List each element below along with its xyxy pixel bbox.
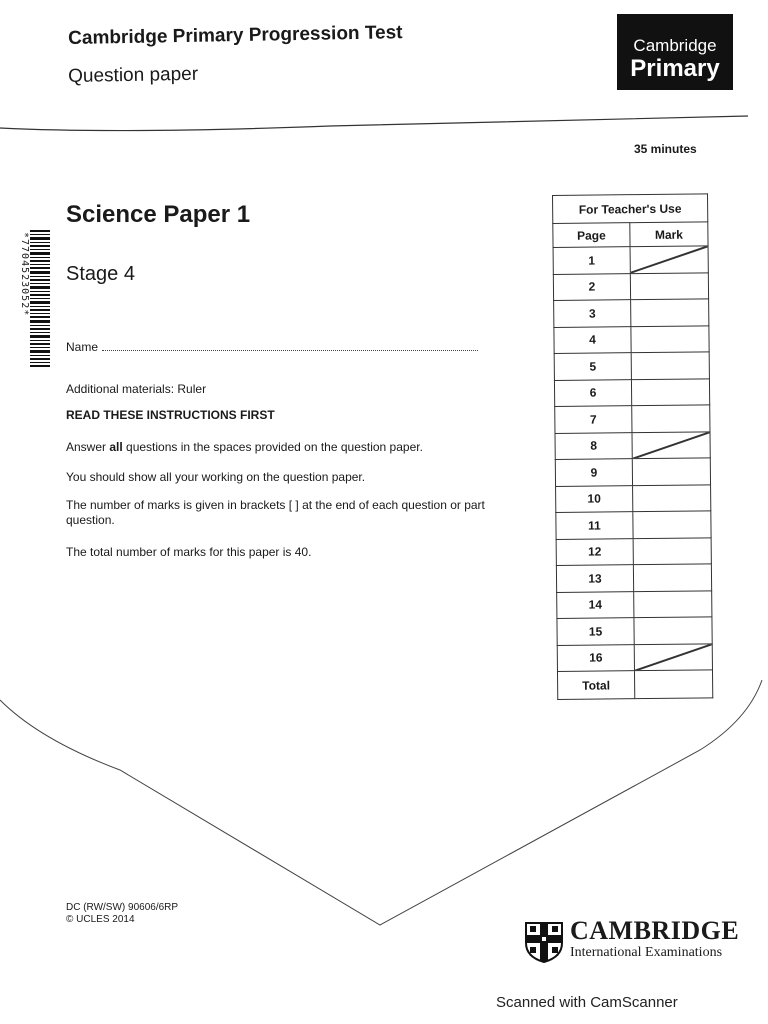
teacher-table-row xyxy=(557,590,712,618)
mark-cell[interactable] xyxy=(631,325,709,352)
duration-label: 35 minutes xyxy=(634,142,697,156)
total-mark-cell[interactable] xyxy=(634,670,712,699)
instruction-show-working: You should show all your working on the question paper. xyxy=(66,470,366,484)
stage-label: Stage 4 xyxy=(66,263,135,285)
instruction-answer-all xyxy=(66,440,496,455)
mark-cell[interactable] xyxy=(633,511,711,538)
mark-cell[interactable] xyxy=(634,617,712,644)
mark-cell-diagonal xyxy=(631,246,708,272)
additional-materials: Additional materials: Ruler xyxy=(66,382,207,396)
page-number-cell: 16 xyxy=(557,644,634,671)
crest-shield xyxy=(524,921,564,963)
cambridge-crest-icon xyxy=(524,921,564,963)
instruction-1-start: Answer xyxy=(66,440,110,454)
instructions-heading: READ THESE INSTRUCTIONS FIRST xyxy=(66,408,275,422)
page-number-cell: 1 xyxy=(553,247,630,274)
cambridge-subtitle: International Examinations xyxy=(570,945,723,960)
page-number-cell: 12 xyxy=(556,538,633,565)
instruction-marks-brackets: The number of marks is given in brackets [ ] at the end of each question or part question. xyxy=(66,498,485,527)
test-series-title: Cambridge Primary Progression Test xyxy=(68,22,403,49)
barcode-digits: *7704523052* xyxy=(19,232,30,317)
mark-cell[interactable] xyxy=(634,590,712,617)
teacher-table-row xyxy=(556,564,711,592)
teacher-table-row xyxy=(556,537,711,565)
mark-cell-diagonal xyxy=(635,644,712,670)
instruction-1-end: questions in the spaces provided on the question paper. xyxy=(122,440,423,454)
teacher-table-row xyxy=(555,405,710,433)
page-number-cell: 4 xyxy=(554,326,631,353)
mark-cell[interactable] xyxy=(631,378,709,405)
mark-cell[interactable] xyxy=(632,405,710,432)
mark-cell[interactable] xyxy=(631,352,709,379)
instruction-1-emphasis: all xyxy=(109,440,123,454)
name-field[interactable] xyxy=(66,340,478,354)
page-number-cell: 11 xyxy=(556,512,633,539)
teacher-table-row xyxy=(556,484,711,512)
mark-cell[interactable] xyxy=(633,537,711,564)
copyright-line: © UCLES 2014 xyxy=(66,914,135,925)
mark-cell[interactable] xyxy=(632,431,710,458)
mark-column-header: Mark xyxy=(630,222,708,247)
teacher-table-row xyxy=(554,299,709,327)
document-type: Question paper xyxy=(68,63,199,87)
syllabus-code-line: DC (RW/SW) 90606/6RP xyxy=(66,902,179,913)
syllabus-code xyxy=(66,902,178,926)
teacher-table-row xyxy=(554,325,709,353)
total-label: Total xyxy=(557,671,634,700)
page-number-cell: 5 xyxy=(554,353,631,380)
mark-cell[interactable] xyxy=(630,272,708,299)
mark-cell[interactable] xyxy=(631,299,709,326)
scanner-watermark: Scanned with CamScanner xyxy=(496,994,678,1011)
page-number-cell: 3 xyxy=(554,300,631,327)
name-label: Name xyxy=(66,340,99,354)
page-number-cell: 15 xyxy=(557,618,634,645)
teacher-table-row xyxy=(555,458,710,486)
teacher-table-row xyxy=(555,431,710,459)
mark-cell[interactable] xyxy=(633,484,711,511)
mark-cell[interactable] xyxy=(630,246,708,273)
teacher-use-caption: For Teacher's Use xyxy=(553,194,708,224)
page-column-header: Page xyxy=(553,223,630,248)
logo-line-1: Cambridge xyxy=(633,36,717,55)
teacher-table-total-row xyxy=(557,670,712,700)
teacher-table-row xyxy=(554,352,709,380)
mark-cell-diagonal xyxy=(632,432,709,458)
mark-cell[interactable] xyxy=(634,643,712,670)
teacher-use-table xyxy=(552,193,713,700)
name-dotted-line[interactable] xyxy=(102,340,478,351)
teacher-table-row xyxy=(553,246,708,274)
cambridge-primary-logo xyxy=(617,14,733,90)
page-number-cell: 13 xyxy=(556,565,633,592)
page-number-cell: 9 xyxy=(555,459,632,486)
teacher-table-row xyxy=(557,617,712,645)
page-number-cell: 14 xyxy=(557,591,634,618)
teacher-table-row xyxy=(553,272,708,300)
page-number-cell: 10 xyxy=(556,485,633,512)
paper-title: Science Paper 1 xyxy=(66,201,251,228)
page-number-cell: 7 xyxy=(555,406,632,433)
page-number-cell: 6 xyxy=(554,379,631,406)
mark-cell[interactable] xyxy=(632,458,710,485)
page-number-cell: 2 xyxy=(553,273,630,300)
instruction-total-marks: The total number of marks for this paper is 40. xyxy=(66,545,312,559)
teacher-table-row xyxy=(554,378,709,406)
teacher-table-row xyxy=(557,643,712,671)
logo-line-2: Primary xyxy=(630,55,720,82)
page-number-cell: 8 xyxy=(555,432,632,459)
mark-cell[interactable] xyxy=(633,564,711,591)
cambridge-wordmark: CAMBRIDGE xyxy=(570,916,740,945)
teacher-table-row xyxy=(556,511,711,539)
